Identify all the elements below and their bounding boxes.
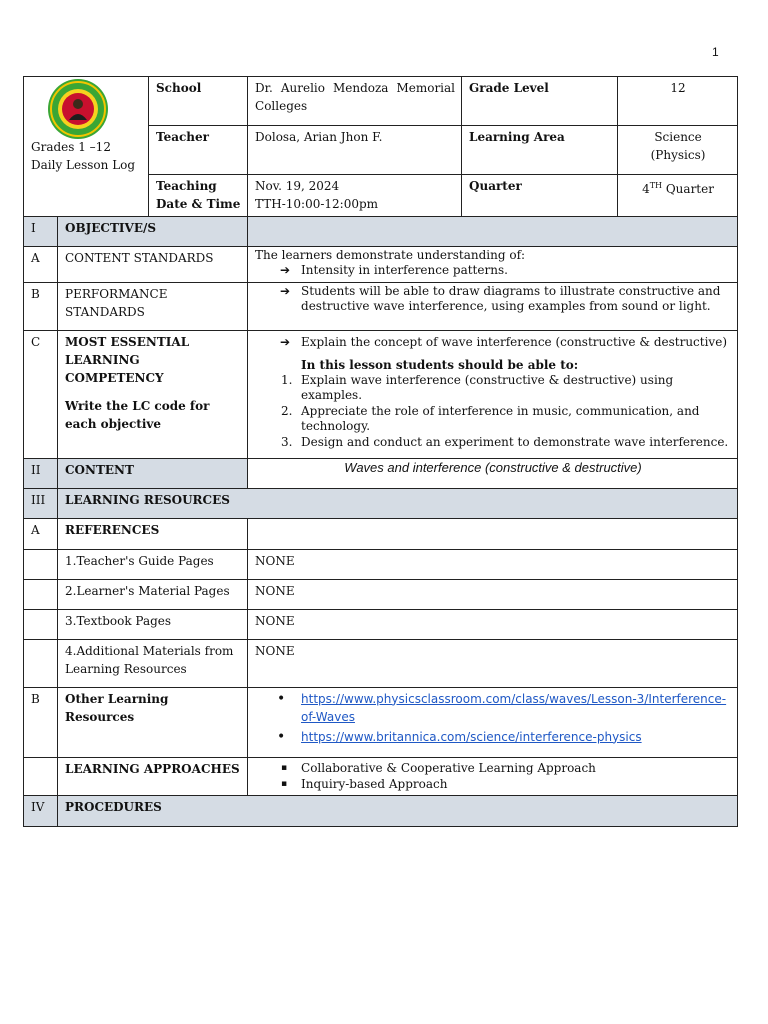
content-value: Waves and interference (constructive & destructive) xyxy=(248,458,738,488)
references-label: REFERENCES xyxy=(58,518,248,549)
other-resources-label: Other Learning Resources xyxy=(58,687,248,757)
quarter-label: Quarter xyxy=(462,175,618,217)
other-resources-links xyxy=(255,690,731,746)
list-item xyxy=(255,284,731,315)
competency-objective-text: Appreciate the role of interference in music, communication, and technology. xyxy=(301,403,700,433)
competency-objective-text: Explain wave interference (constructive & destructive) using examples. xyxy=(301,372,674,402)
teaching-date-label-line1: Teaching xyxy=(156,179,217,193)
school-label: School xyxy=(149,77,248,126)
content-standards-bullet: Intensity in interference patterns. xyxy=(301,263,508,277)
ref-teachers-guide-label: 1.Teacher's Guide Pages xyxy=(58,549,248,579)
competency-bullet: Explain the concept of wave interference (constructive & destructive) xyxy=(301,334,727,349)
competency-objective-item xyxy=(255,435,731,451)
ref-row-spacer xyxy=(24,609,58,639)
approaches-label: LEARNING APPROACHES xyxy=(58,757,248,795)
physicsclassroom-link[interactable]: https://www.physicsclassroom.com/class/waves/Lesson-3/Interference-of-Waves xyxy=(301,691,727,724)
other-resources-letter: B xyxy=(24,687,58,757)
procedures-row xyxy=(24,795,738,826)
square-bullet-icon: ▪ xyxy=(281,778,288,789)
learning-area-line1: Science xyxy=(654,130,702,144)
references-empty xyxy=(248,518,738,549)
teaching-date-line1: Nov. 19, 2024 xyxy=(255,179,340,193)
competency-body xyxy=(248,330,738,458)
content-label: CONTENT xyxy=(58,458,248,488)
competency-bullet-list xyxy=(255,333,731,351)
teaching-date-label xyxy=(149,175,248,217)
performance-standards-body xyxy=(248,282,738,330)
approach-item xyxy=(255,760,731,776)
quarter-number: 4 xyxy=(642,182,650,196)
performance-standards-bullet: Students will be able to draw diagrams to illustrate constructive and destructive wave interference, using examples from sound or light. xyxy=(301,283,721,313)
item-number: 1. xyxy=(281,372,293,387)
content-standards-letter: A xyxy=(24,247,58,283)
competency-objectives-list xyxy=(255,373,731,451)
grade-level-label: Grade Level xyxy=(462,77,618,126)
learning-area-value xyxy=(618,126,738,175)
square-bullet-icon: ▪ xyxy=(281,762,288,773)
teaching-time-line2: TTH-10:00-12:00pm xyxy=(255,197,379,211)
competency-note: Write the LC code for each objective xyxy=(65,398,210,431)
arrow-bullet-icon: ➔ xyxy=(280,334,291,349)
content-standards-body xyxy=(248,247,738,283)
objectives-row xyxy=(24,217,738,247)
ref-additional-materials-value: NONE xyxy=(248,639,738,687)
list-item xyxy=(255,690,731,726)
approach-text: Collaborative & Cooperative Learning Approach xyxy=(301,760,596,775)
competency-label-line1: MOST ESSENTIAL xyxy=(65,334,190,349)
teaching-date-label-line2: Date & Time xyxy=(156,197,241,211)
approach-text: Inquiry-based Approach xyxy=(301,776,448,791)
page-number: 1 xyxy=(712,45,719,59)
competency-label xyxy=(58,330,248,458)
procedures-label: PROCEDURES xyxy=(58,795,738,826)
list-item xyxy=(255,728,731,746)
ref-row-spacer xyxy=(24,579,58,609)
log-title-line1: Grades 1 –12 xyxy=(31,140,111,154)
britannica-link[interactable]: https://www.britannica.com/science/interference-physics xyxy=(301,729,642,744)
logo-portrait-head xyxy=(73,99,83,109)
performance-standards-list xyxy=(255,284,731,315)
other-resources-body xyxy=(248,687,738,757)
competency-objective-item xyxy=(255,373,731,404)
teacher-label: Teacher xyxy=(149,126,248,175)
ref-additional-materials-label: 4.Additional Materials from Learning Resources xyxy=(58,639,248,687)
competency-objective-text: Design and conduct an experiment to demonstrate wave interference. xyxy=(301,434,729,449)
school-value: Dr. Aurelio Mendoza Memorial Colleges xyxy=(248,77,462,126)
arrow-bullet-icon: ➔ xyxy=(280,283,291,298)
competency-subheading: In this lesson students should be able to: xyxy=(301,357,579,372)
approaches-body xyxy=(248,757,738,795)
school-seal-logo xyxy=(44,78,112,140)
objectives-label: OBJECTIVE/S xyxy=(58,217,248,247)
resources-num: III xyxy=(24,488,58,518)
approaches-list xyxy=(255,760,731,792)
content-num: II xyxy=(24,458,58,488)
resources-row xyxy=(24,488,738,518)
ref-textbook-value: NONE xyxy=(248,609,738,639)
quarter-suffix: TH xyxy=(649,181,663,190)
ref-textbook-label: 3.Textbook Pages xyxy=(58,609,248,639)
content-standards-intro: The learners demonstrate understanding of: xyxy=(255,248,526,262)
bullet-dot-icon: • xyxy=(277,690,286,707)
list-item xyxy=(255,333,731,351)
learning-area-label: Learning Area xyxy=(462,126,618,175)
performance-standards-letter: B xyxy=(24,282,58,330)
content-standards-label: CONTENT STANDARDS xyxy=(58,247,248,283)
learning-area-line2: (Physics) xyxy=(650,148,706,162)
content-standards-list xyxy=(255,263,731,279)
resources-label: LEARNING RESOURCES xyxy=(58,488,738,518)
grade-level-value: 12 xyxy=(618,77,738,126)
competency-objective-item xyxy=(255,404,731,435)
approaches-spacer xyxy=(24,757,58,795)
procedures-num: IV xyxy=(24,795,58,826)
competency-label-line2: LEARNING COMPETENCY xyxy=(65,352,164,385)
quarter-value xyxy=(618,175,738,217)
ref-learners-material-value: NONE xyxy=(248,579,738,609)
log-title-line2: Daily Lesson Log xyxy=(31,158,136,172)
item-number: 3. xyxy=(281,434,293,449)
objectives-empty xyxy=(248,217,738,247)
ref-row-spacer xyxy=(24,549,58,579)
performance-standards-label-line1: PERFORMANCE xyxy=(65,286,168,301)
performance-standards-label-line2: STANDARDS xyxy=(65,304,145,319)
item-number: 2. xyxy=(281,403,293,418)
bullet-dot-icon: • xyxy=(277,728,286,745)
competency-letter: C xyxy=(24,330,58,458)
performance-standards-label xyxy=(58,282,248,330)
daily-lesson-log-table xyxy=(23,76,738,827)
ref-learners-material-label: 2.Learner's Material Pages xyxy=(58,579,248,609)
approach-item xyxy=(255,776,731,792)
teacher-value: Dolosa, Arian Jhon F. xyxy=(248,126,462,175)
list-item xyxy=(255,263,731,279)
ref-row-spacer xyxy=(24,639,58,687)
quarter-word: Quarter xyxy=(662,182,714,196)
references-letter: A xyxy=(24,518,58,549)
teaching-date-value xyxy=(248,175,462,217)
objectives-num: I xyxy=(24,217,58,247)
ref-teachers-guide-value: NONE xyxy=(248,549,738,579)
arrow-bullet-icon: ➔ xyxy=(280,263,291,277)
